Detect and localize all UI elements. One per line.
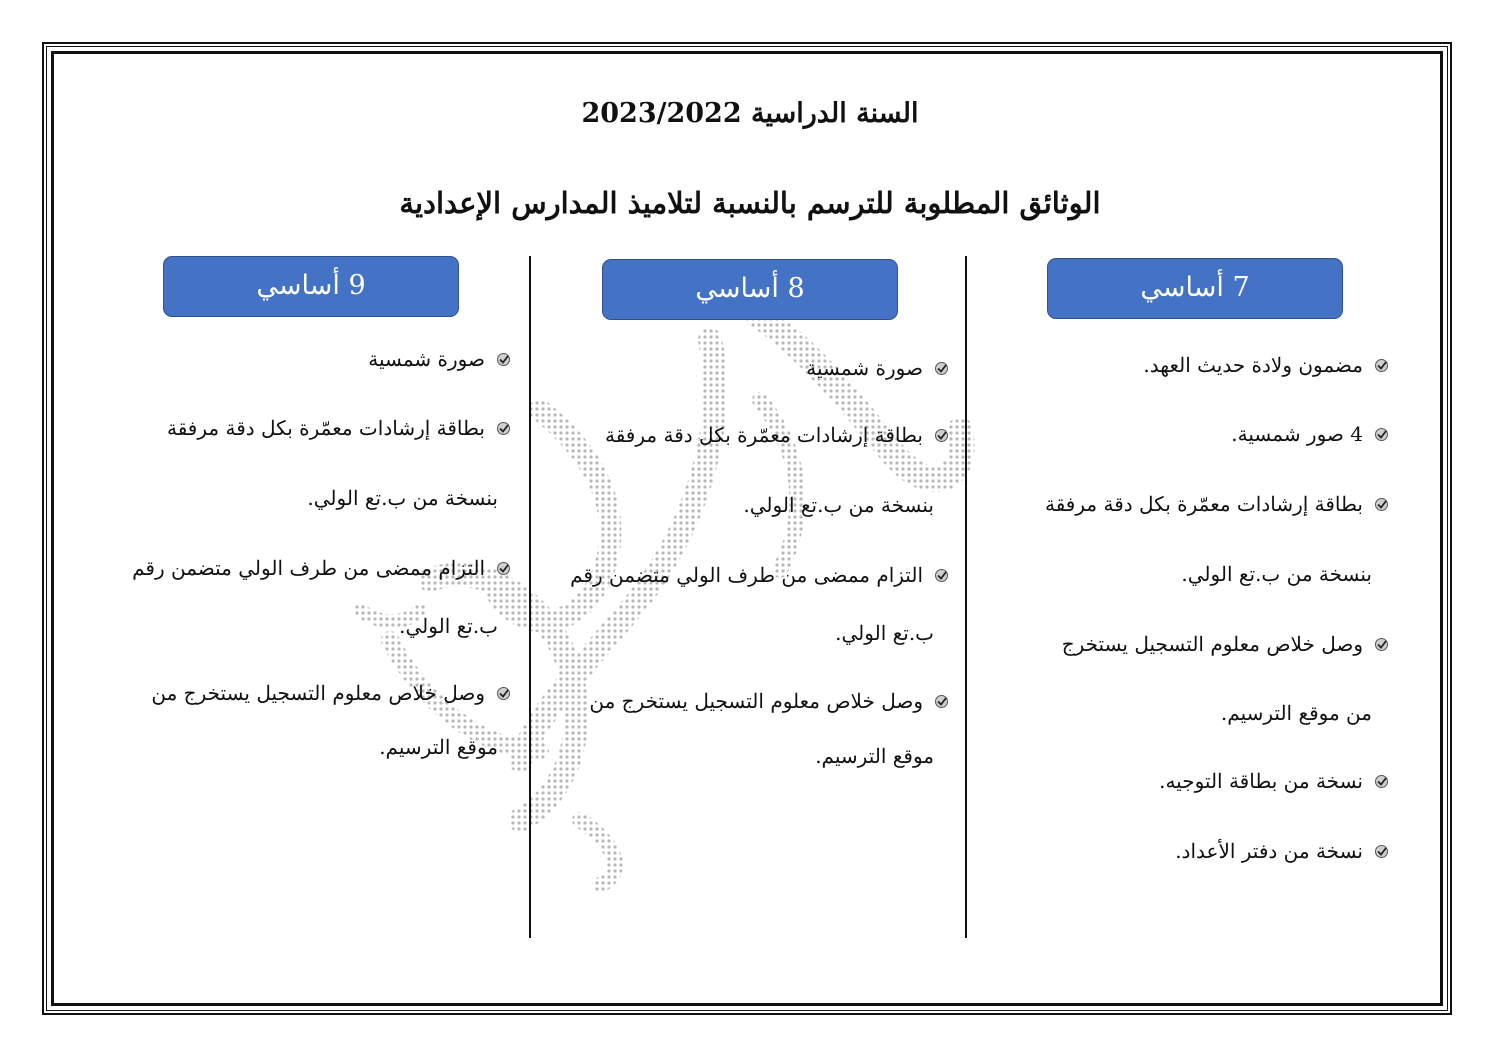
list-item <box>132 556 512 580</box>
list-item-text: بطاقة إرشادات معمّرة بكل دقة مرفقة <box>166 416 485 440</box>
checkmark-icon <box>933 361 950 376</box>
checkmark-icon <box>1373 844 1390 859</box>
checkmark-icon <box>1373 427 1390 442</box>
grade-8-header: 8 أساسي <box>602 259 898 320</box>
list-item-text: نسخة من دفتر الأعداد. <box>1175 839 1363 863</box>
list-item-text: بطاقة إرشادات معمّرة بكل دقة مرفقة <box>604 423 923 447</box>
list-item-text: 4 صور شمسية. <box>1231 422 1363 446</box>
list-item-continuation: بنسخة من ب.تع الولي. <box>1181 562 1372 586</box>
checkmark-icon <box>933 694 950 709</box>
list-item-text: بطاقة إرشادات معمّرة بكل دقة مرفقة <box>1044 492 1363 516</box>
list-item-continuation: ب.تع الولي. <box>399 614 498 638</box>
list-item-text: التزام ممضى من طرف الولي متضمن رقم <box>132 556 485 580</box>
page-title: الوثائق المطلوبة للترسم بالنسبة لتلاميذ المدارس الإعدادية <box>399 186 1101 220</box>
checkmark-icon <box>1373 774 1390 789</box>
list-item <box>806 356 950 380</box>
list-item <box>1231 422 1390 446</box>
list-item <box>1062 632 1390 656</box>
checkmark-icon <box>495 561 512 576</box>
checkmark-icon <box>495 421 512 436</box>
checkmark-icon <box>495 686 512 701</box>
list-item <box>589 689 950 713</box>
list-item-continuation: موقع الترسيم. <box>815 744 934 768</box>
list-item-text: نسخة من بطاقة التوجيه. <box>1159 769 1363 793</box>
list-item <box>1159 769 1390 793</box>
list-item-continuation: من موقع الترسيم. <box>1220 701 1372 725</box>
list-item-text: وصل خلاص معلوم التسجيل يستخرج من <box>589 689 923 713</box>
list-item <box>167 416 512 440</box>
checkmark-icon <box>495 352 512 367</box>
checkmark-icon <box>933 428 950 443</box>
checkmark-icon <box>1373 497 1390 512</box>
checkmark-icon <box>1373 358 1390 373</box>
list-item-text: صورة شمسية <box>368 347 485 371</box>
list-item <box>605 423 950 447</box>
list-item <box>1045 492 1390 516</box>
checkmark-icon <box>1373 637 1390 652</box>
list-item-continuation: موقع الترسيم. <box>379 735 498 759</box>
grade-9-list <box>120 0 512 1058</box>
list-item-continuation: ب.تع الولي. <box>835 621 934 645</box>
grade-7-header: 7 أساسي <box>1047 258 1343 319</box>
list-item-text: وصل خلاص معلوم التسجيل يستخرج من <box>151 681 485 705</box>
checkmark-icon <box>933 568 950 583</box>
list-item-text: وصل خلاص معلوم التسجيل يستخرج <box>1061 632 1363 656</box>
list-item-continuation: بنسخة من ب.تع الولي. <box>743 493 934 517</box>
grade-9-header: 9 أساسي <box>163 256 459 317</box>
list-item <box>151 681 512 705</box>
column-divider <box>529 256 531 938</box>
grade-8-list <box>560 0 950 1058</box>
column-divider <box>965 256 967 938</box>
school-year-title: السنة الدراسية 2023/2022 <box>581 98 919 129</box>
list-item-text: التزام ممضى من طرف الولي متضمن رقم <box>570 563 923 587</box>
list-item <box>368 347 512 371</box>
list-item <box>1143 353 1390 377</box>
list-item-text: مضمون ولادة حديث العهد. <box>1143 353 1363 377</box>
list-item-text: صورة شمسية <box>806 356 923 380</box>
list-item-continuation: بنسخة من ب.تع الولي. <box>307 486 498 510</box>
grade-7-list <box>1000 0 1390 1058</box>
list-item <box>570 563 950 587</box>
list-item <box>1175 839 1390 863</box>
